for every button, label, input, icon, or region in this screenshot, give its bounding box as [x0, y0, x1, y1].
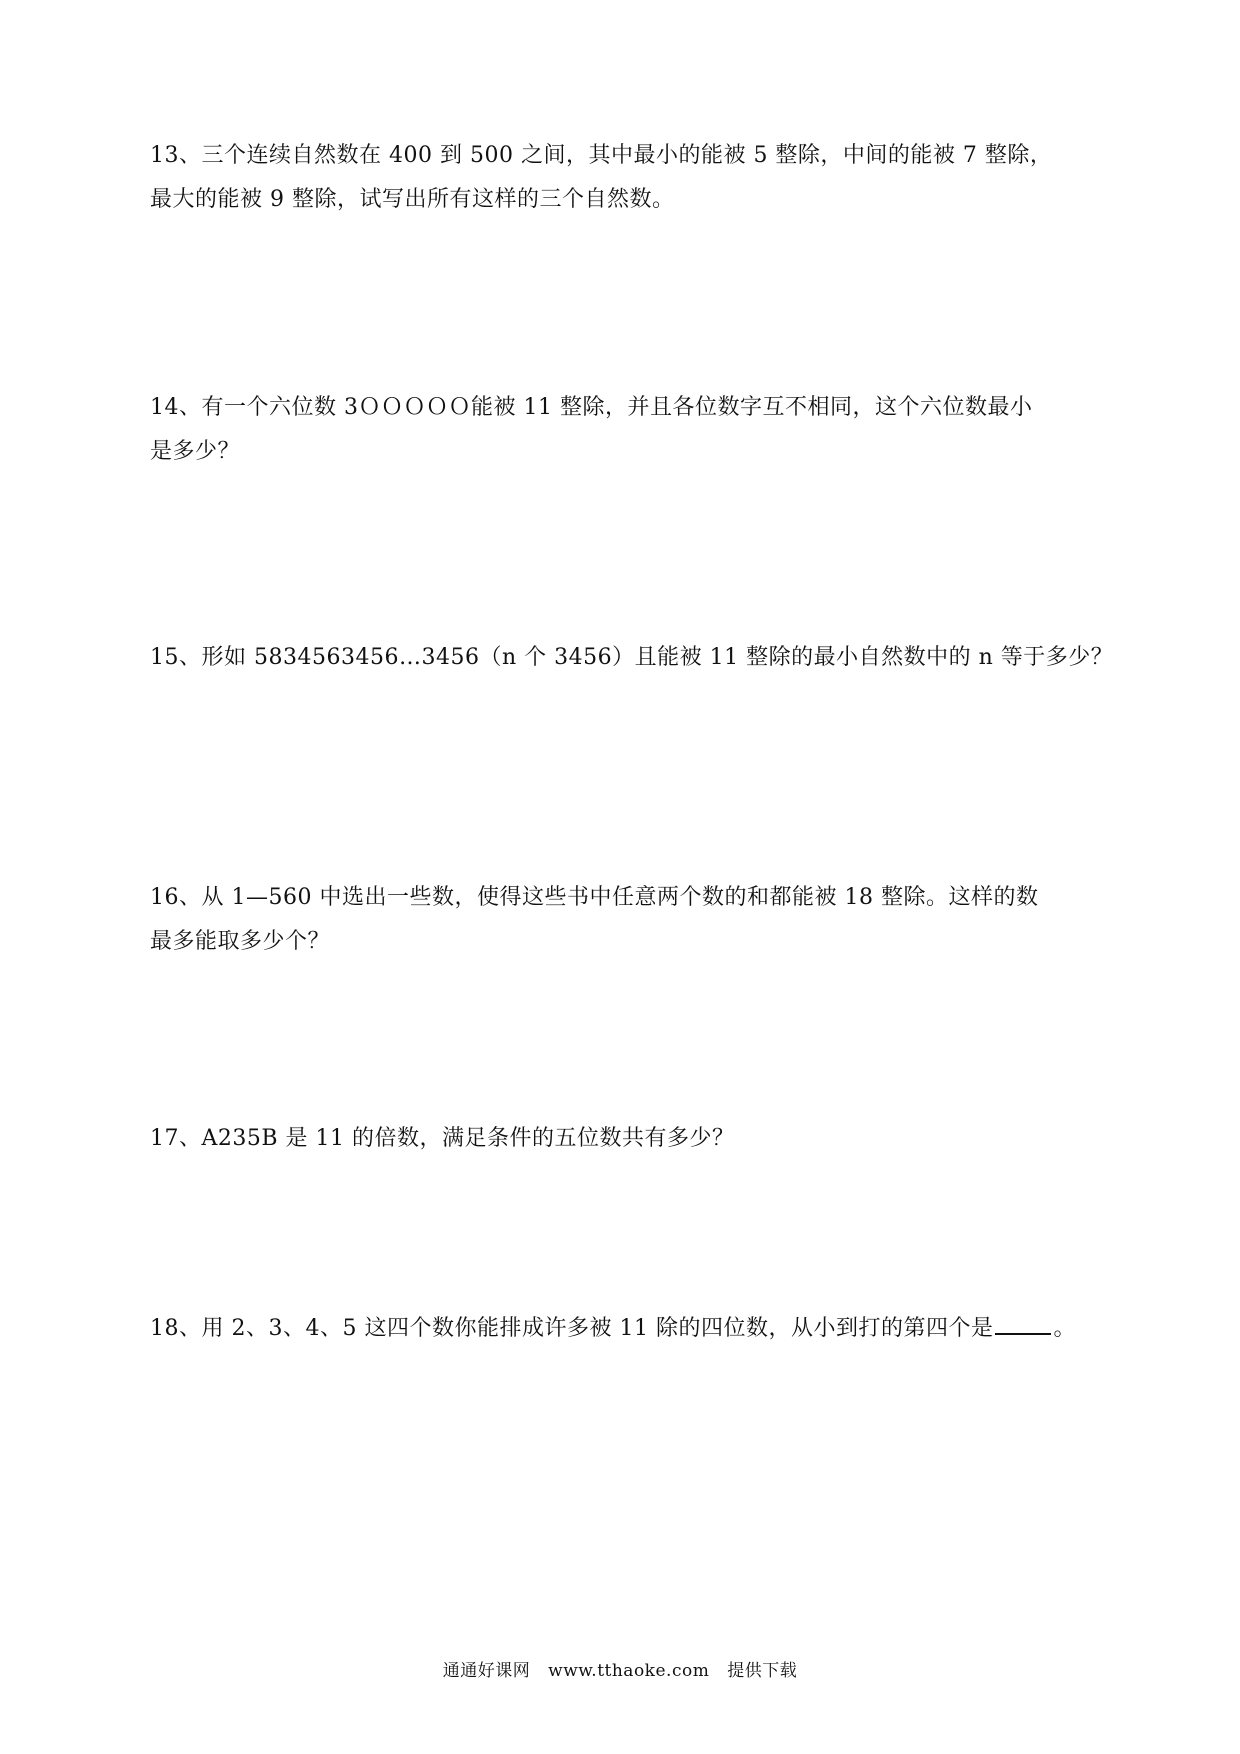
question-18-line-1: [150, 1307, 1100, 1351]
question-15: [150, 636, 1114, 680]
footer-site-name: 通通好课网: [442, 1661, 531, 1681]
question-18-text: 18、用 2、3、4、5 这四个数你能排成许多被 11 除的四位数，从小到打的第四个是: [150, 1316, 994, 1341]
question-16-line-1: 16、从 1—560 中选出一些数，使得这些书中任意两个数的和都能被 18 整除。这样的数: [150, 885, 1039, 910]
question-13-line-1: 13、三个连续自然数在 400 到 500 之间，其中最小的能被 5 整除，中间的能被 7 整除，: [150, 143, 1053, 168]
answer-blank[interactable]: [995, 1311, 1051, 1335]
question-13: [150, 134, 1100, 222]
footer-tagline: 提供下载: [727, 1661, 798, 1681]
question-14: [150, 386, 1100, 474]
question-17: [150, 1117, 1100, 1161]
question-18-period: 。: [1053, 1316, 1076, 1341]
question-14-line-1: 14、有一个六位数 3ＯＯＯＯＯ能被 11 整除，并且各位数字互不相同，这个六位数最小: [150, 395, 1033, 420]
question-17-line-1: 17、A235B 是 11 的倍数，满足条件的五位数共有多少？: [150, 1126, 735, 1151]
question-16: [150, 876, 1100, 964]
question-15-line-1: 15、形如 5834563456…3456（n 个 3456）且能被 11 整除的最小自然数中的 n 等于多少？: [150, 645, 1114, 670]
question-14-line-2: 是多少？: [150, 439, 241, 464]
question-18: [150, 1307, 1100, 1351]
page-footer: [0, 1656, 1240, 1681]
footer-url[interactable]: www.tthaoke.com: [548, 1661, 710, 1681]
question-16-line-2: 最多能取多少个？: [150, 929, 331, 954]
question-13-line-2: 最大的能被 9 整除，试写出所有这样的三个自然数。: [150, 187, 675, 212]
